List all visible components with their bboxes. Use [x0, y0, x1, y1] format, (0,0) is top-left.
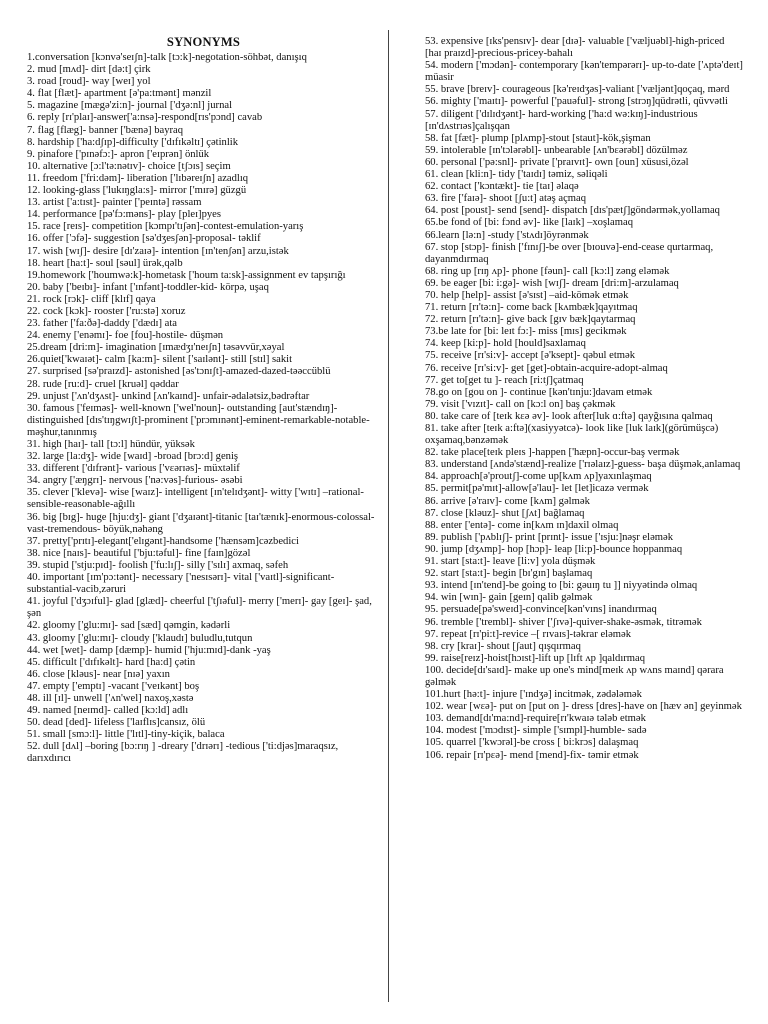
synonym-entry: 69. be eager [bi: i:gə]- wish [wɪʃ]- dream [dri:m]-arzulamaq: [425, 277, 679, 289]
synonym-entry: 55. brave [breɪv]- courageous [kə'reɪdʒəs]-valiant ['væljənt]qoçaq, mərd: [425, 84, 730, 96]
synonym-entry: 91. start [sta:t]- leave [li:v] yola düşmək: [425, 556, 596, 568]
synonym-entry: 16. offer ['ɔfə]- suggestion [sə'dʒesʃən]-proposal- təklif: [27, 233, 261, 245]
synonym-entry: 50. dead [ded]- lifeless ['laɪflɪs]cansız, ölü: [27, 717, 206, 729]
synonym-entry: 68. ring up [rɪŋ ʌp]- phone [fəun]- call [kɔ:l] zəng eləmək: [425, 265, 670, 277]
synonym-entry: 47. empty ['emptɪ] -vacant ['veɪkənt] boş: [27, 680, 200, 692]
synonym-entry: 71. return [rɪ'tə:n]- come back [kʌmbæk]qayıtmaq: [425, 302, 638, 314]
synonym-entry: 83. understand [ʌndə'stænd]-realize ['rɪəlaɪz]-guess- başa düşmək,anlamaq: [425, 459, 741, 471]
synonym-entry: 81. take after [teɪk a:ftə](xasiyyətcə)- look like [luk laɪk](görümüşcə) oxşamaq,bənzəmək: [425, 423, 719, 447]
synonym-entry: 32. large [la:dʒ]- wide [waɪd] -broad [brɔ:d] geniş: [27, 451, 239, 463]
synonym-entry: 72. return [rɪ'tə:n]- give back [gɪv bæk]qaytarmaq: [425, 314, 636, 326]
synonym-entry: 77. get to[get tu ]- reach [ri:tʃ]çatmaq: [425, 374, 584, 386]
synonym-entry: 82. take place[teɪk pleɪs ]-happen ['hæpn]-occur-baş vermək: [425, 447, 680, 459]
synonym-entry: 86. arrive [ə'raɪv]- come [kʌm] gəlmək: [425, 495, 590, 507]
synonym-entry: 104. modest ['mɔdɪst]- simple ['sɪmpl]-humble- sadə: [425, 725, 647, 737]
synonym-entry: 5. magazine [mægə'zi:n]- journal ['dʒə:nl] jurnal: [27, 100, 233, 112]
synonym-entry: 87. close [kləuz]- shut [ʃʌt] bağlamaq: [425, 507, 585, 519]
synonym-entry: 2. mud [mʌd]- dirt [də:t] çirk: [27, 64, 151, 76]
synonym-entry: 25.dream [dri:m]- imagination [ɪmædʒɪ'neɪʃn] təsəvvür,xəyal: [27, 342, 285, 354]
synonym-entry: 9. pinafore ['pɪnəfɔ:]- apron ['eɪprən] önlük: [27, 148, 210, 160]
synonym-entry: 64. post [poust]- send [send]- dispatch [dɪs'pætʃ]göndərmək,yollamaq: [425, 205, 720, 217]
synonym-entry: 19.homework ['houmwə:k]-hometask ['houm ta:sk]-assignment ev tapşırığı: [27, 269, 346, 281]
synonym-entry: 89. publish ['pʌblɪʃ]- print [prɪnt]- issue ['ɪsju:]nəşr eləmək: [425, 531, 674, 543]
synonym-entry: 57. diligent ['dɪlɪdʒənt]- hard-working ['ha:d wə:kɪŋ]-industrious [ɪn'dʌstrɪəs]çalışqan: [425, 108, 698, 132]
page-title: SYNONYMS: [166, 35, 241, 49]
synonym-entry: 31. high [haɪ]- tall [tɔ:l] hündür, yüksək: [27, 439, 195, 450]
synonym-entry: 60. personal ['pə:snl]- private ['praɪvɪt]- own [oun] xüsusi,özəl: [425, 156, 689, 168]
synonym-entry: 42. gloomy ['glu:mɪ]- sad [sæd] qəmgin, kədərli: [27, 620, 231, 632]
synonym-entry: 30. famous ['feɪməs]- well-known ['wel'noun]- outstanding [aut'stændɪŋ]- distinguished [dɪs'tɪŋgwɪʃt]-prominent ['prɔmɪnənt]-eminent-remarkable-notable- məşhur,tanınmış: [27, 402, 370, 438]
synonym-entry: 12. looking-glass ['lukɪŋgla:s]- mirror ['mɪrə] güzgü: [27, 185, 247, 197]
synonym-entry: 23. father ['fa:ðə]-daddy ['dædɪ] ata: [27, 318, 178, 330]
synonym-entry: 102. wear [wɛə]- put on [put on ]- dress [dres]-have on [hæv ən] geyinmək: [425, 701, 742, 713]
column-divider: [388, 30, 389, 1002]
synonym-entry: 3. road [roud]- way [weɪ] yol: [27, 76, 151, 88]
synonym-entry: 75. receive [rɪ'si:v]- accept [ə'ksept]- qəbul etmək: [425, 350, 636, 362]
synonym-entry: 14. performance [pə'fɔ:məns]- play [pleɪ]pyes: [27, 209, 221, 221]
synonym-entry: 88. enter ['entə]- come in[kʌm ɪn]daxil olmaq: [425, 519, 619, 531]
synonym-entry: 27. surprised [sə'praɪzd]- astonished [əs'tɔnɪʃt]-amazed-dazed-təəccüblü: [27, 366, 331, 378]
synonym-entry: 29. unjust ['ʌn'dʒʌst]- unkind [ʌn'kaɪnd]- unfair-ədalətsiz,bədrəftar: [27, 390, 310, 402]
synonym-entry: 56. mighty ['maɪtɪ]- powerful ['pauəful]- strong [strɔŋ]qüdrətli, qüvvətli: [425, 96, 728, 108]
synonym-entry: 44. wet [wet]- damp [dæmp]- humid ['hju:mɪd]-dank -yaş: [27, 644, 271, 656]
synonym-entry: 43. gloomy ['glu:mɪ]- cloudy ['klaudɪ] buludlu,tutqun: [27, 632, 253, 644]
synonym-entry: 100. decide[dɪ'saɪd]- make up one's mind[meɪk ʌp wʌns maɪnd] qərara gəlmək: [425, 664, 724, 688]
synonym-entry: 61. clean [kli:n]- tidy ['taɪdɪ] təmiz, səliqəli: [425, 169, 608, 181]
synonym-entry: 21. rock [rɔk]- cliff [klɪf] qaya: [27, 293, 156, 305]
synonym-entry: 41. joyful ['dʒɔɪful]- glad [glæd]- cheerful ['tʃɪəful]- merry ['merɪ]- gay [geɪ]- şad, şən: [27, 596, 372, 620]
synonym-entry: 76. receive [rɪ'si:v]- get [get]-obtain-acquire-adopt-almaq: [425, 362, 668, 374]
right-column: [425, 36, 743, 762]
synonym-entry: 18. heart [ha:t]- soul [səul] ürək,qəlb: [27, 257, 183, 269]
synonym-entry: 79. visit ['vɪzɪt]- call on [kɔ:l on] baş çəkmək: [425, 398, 616, 410]
synonym-entry: 48. ill [ɪl]- unwell ['ʌn'wel] naxoş,xəstə: [27, 692, 194, 704]
synonym-entry: 103. demand[dɪ'ma:nd]-require[rɪ'kwaɪə təlәb etmək: [425, 713, 646, 725]
synonym-entry: 70. help [help]- assist [ə'sɪst] –aid-kömək etmək: [425, 289, 629, 301]
synonym-entry: 11. freedom ['fri:dəm]- liberation ['lɪbəreɪʃn] azadlıq: [27, 172, 249, 184]
synonym-entry: 36. big [bɪg]- huge [hju:dʒ]- giant ['dʒaɪənt]-titanic [taɪ'tænɪk]-enormous-colossal-vast-tremendous- böyük,nəhəng: [27, 511, 375, 535]
synonym-entry: 53. expensive [ɪks'pensɪv]- dear [dɪə]- valuable ['væljuəbl]-high-priced [haɪ praɪzd]-precious-pricey-bahalı: [425, 36, 725, 60]
synonym-entry: 10. alternative [ɔ:l'tə:nətɪv]- choice [tʃɔɪs] seçim: [27, 160, 231, 172]
synonym-entry: 17. wish [wɪʃ]- desire [dɪ'zaɪə]- intention [ɪn'tenʃən] arzu,istək: [27, 245, 289, 257]
synonym-entry: 59. intolerable [ɪn'tɔlərəbl]- unbearable [ʌn'bɛərəbl] dözülməz: [425, 144, 688, 156]
synonym-entry: 74. keep [ki:p]- hold [hould]saxlamaq: [425, 338, 586, 350]
synonym-entry: 45. difficult ['dɪfɪkəlt]- hard [ha:d] çətin: [27, 656, 196, 668]
synonym-entry: 46. close [kləus]- near [nɪə] yaxın: [27, 668, 170, 680]
synonym-entry: 85. permit[pə'mɪt]-allow[ə'lau]- let [let]icazə vermək: [425, 483, 649, 495]
synonym-entry: 13. artist ['a:tɪst]- painter ['peɪntə] rəssam: [27, 197, 202, 209]
synonym-entry: 92. start [sta:t]- begin [bɪ'gɪn] başlamaq: [425, 568, 593, 580]
synonym-entry: 97. repeat [rɪ'pi:t]-revice –[ rɪvaɪs]-təkrar eləmək: [425, 628, 632, 640]
synonym-entry: 24. enemy ['enəmɪ]- foe [fou]-hostile- düşmən: [27, 330, 224, 342]
synonym-entry: 38. nice [naɪs]- beautiful ['bju:təful]- fine [faɪn]gözəl: [27, 547, 251, 559]
synonym-entry: 95. persuade[pə'sweɪd]-convince[kən'vɪns] inandırmaq: [425, 604, 657, 616]
synonym-entry: 94. win [wɪn]- gain [geɪn] qalib gəlmək: [425, 592, 593, 604]
synonym-entry: 80. take care of [teɪk kɛə əv]- look after[luk ɑ:ftə] qayğısına qalmaq: [425, 410, 713, 422]
synonym-entry: 49. named [neɪmd]- called [kɔ:ld] adlı: [27, 705, 189, 717]
synonym-entry: 34. angry ['æŋgrɪ]- nervous ['nə:vəs]-furious- əsəbi: [27, 475, 243, 487]
synonym-entry: 62. contact ['kɔntækt]- tie [taɪ] əlaqə: [425, 181, 579, 193]
synonym-entry: 52. dull [dʌl] –boring [bɔ:rɪŋ ] -dreary ['drɪərɪ] -tedious ['ti:djəs]maraqsız, darıxdırıcı: [27, 741, 339, 765]
synonym-entry: 33. different ['dɪfrənt]- various ['vɛərɪəs]- müxtəlif: [27, 463, 240, 475]
synonym-entry: 101.hurt [hə:t]- injure ['ɪndʒə] incitmək, zədələmək: [425, 689, 642, 701]
synonym-entry: 54. modern ['mɔdən]- contemporary [kən'tempərərɪ]- up-to-date ['ʌptə'deɪt] müasir: [425, 60, 743, 84]
synonym-entry: 58. fat [fæt]- plump [plʌmp]-stout [staut]-kök,şişman: [425, 132, 651, 144]
synonym-entry: 22. cock [kɔk]- rooster ['ru:stə] xoruz: [27, 305, 186, 317]
synonym-entry: 37. pretty['prɪtɪ]-elegant['elɪgənt]-handsome ['hænsəm]cəzbedici: [27, 535, 299, 547]
synonym-entry: 63. fire ['faɪə]- shoot [ʃu:t] atəş açmaq: [425, 193, 587, 205]
synonym-entry: 28. rude [ru:d]- cruel [kruəl] qəddar: [27, 378, 179, 390]
synonym-entry: 73.be late for [bi: leɪt fɔ:]- miss [mɪs] gecikmək: [425, 326, 627, 338]
synonym-entry: 65.be fond of [bi: fɔnd əv]- like [laɪk] –xoşlamaq: [425, 217, 633, 229]
synonym-entry: 99. raise[reɪz]-hoist[hɔɪst]-lift up [lɪft ʌp ]qaldırmaq: [425, 652, 646, 664]
synonym-entry: 1.conversation [kɔnvə'seɪʃn]-talk [tɔ:k]-negotation-söhbət, danışıq: [27, 52, 307, 63]
synonym-entry: 78.go on [gou on ]- continue [kən'tɪnju:]davam etmək: [425, 386, 653, 398]
synonym-entry: 6. reply [rɪ'plaɪ]-answer['a:nsə]-respond[rɪs'pɔnd] cavab: [27, 112, 263, 124]
left-column: [27, 36, 380, 766]
synonym-entry: 90. jump [dʒʌmp]- hop [hɔp]- leap [li:p]-bounce hoppanmaq: [425, 543, 683, 555]
synonym-entry: 67. stop [stɔp]- finish ['fɪnɪʃ]-be over [bɪouvə]-end-cease qurtarmaq, dayanmdırmaq: [425, 241, 714, 265]
synonym-entry: 39. stupid ['stju:pɪd]- foolish ['fu:lɪʃ]- silly ['sɪlɪ] axmaq, səfeh: [27, 559, 289, 571]
synonym-entry: 93. intend [ɪn'tend]-be going to [bi: gəuɪŋ tu ]] niyyətində olmaq: [425, 580, 698, 592]
synonym-entry: 84. approach[ə'proutʃ]-come up[kʌm ʌp]yaxınlaşmaq: [425, 471, 652, 483]
synonym-entry: 8. hardship ['ha:dʃɪp]-difficulty ['dɪfɪkəltɪ] çətinlik: [27, 136, 239, 148]
synonym-entry: 66.learn [lə:n] -study ['stʌdɪ]öyrənmək: [425, 229, 589, 241]
synonym-entry: 105. quarrel ['kwɔrəl]-be cross [ bi:krɔs] dalaşmaq: [425, 737, 639, 749]
synonym-entry: 4. flat [flæt]- apartment [ə'pa:tmənt] mənzil: [27, 88, 212, 100]
synonym-entry: 20. baby ['beɪbɪ]- infant ['ɪnfənt]-toddler-kid- körpə, uşaq: [27, 281, 269, 293]
synonym-entry: 98. cry [kraɪ]- shout [ʃaut] qışqırmaq: [425, 640, 581, 652]
synonym-entry: 96. tremble ['trembl]- shiver ['ʃɪvə]-quiver-shake-əsmək, titrəmək: [425, 616, 702, 628]
synonym-entry: 35. clever ['klevə]- wise [waɪz]- intelligent [ɪn'telɪdʒənt]- witty ['wɪtɪ] –rational-sensible-reasonable-ağıllı: [27, 487, 364, 511]
synonym-entry: 40. important [ɪm'pɔ:tənt]- necessary ['nesɪsərɪ]- vital ['vaɪtl]-significant-substantial-vacib,zəruri: [27, 572, 335, 596]
synonym-entry: 15. race [reɪs]- competition [kɔmpɪ'tɪʃən]-contest-emulation-yarış: [27, 221, 304, 233]
synonym-entry: 51. small [smɔ:l]- little ['lɪtl]-tiny-kiçik, balaca: [27, 729, 225, 741]
synonym-entry: 7. flag [flæg]- banner ['bænə] bayraq: [27, 124, 184, 136]
synonym-entry: 106. repair [rɪ'pɛə]- mend [mend]-fix- təmir etmək: [425, 749, 639, 761]
synonym-entry: 26.quiet['kwaɪət]- calm [ka:m]- silent ['saɪlənt]- still [stɪl] sakit: [27, 354, 293, 366]
